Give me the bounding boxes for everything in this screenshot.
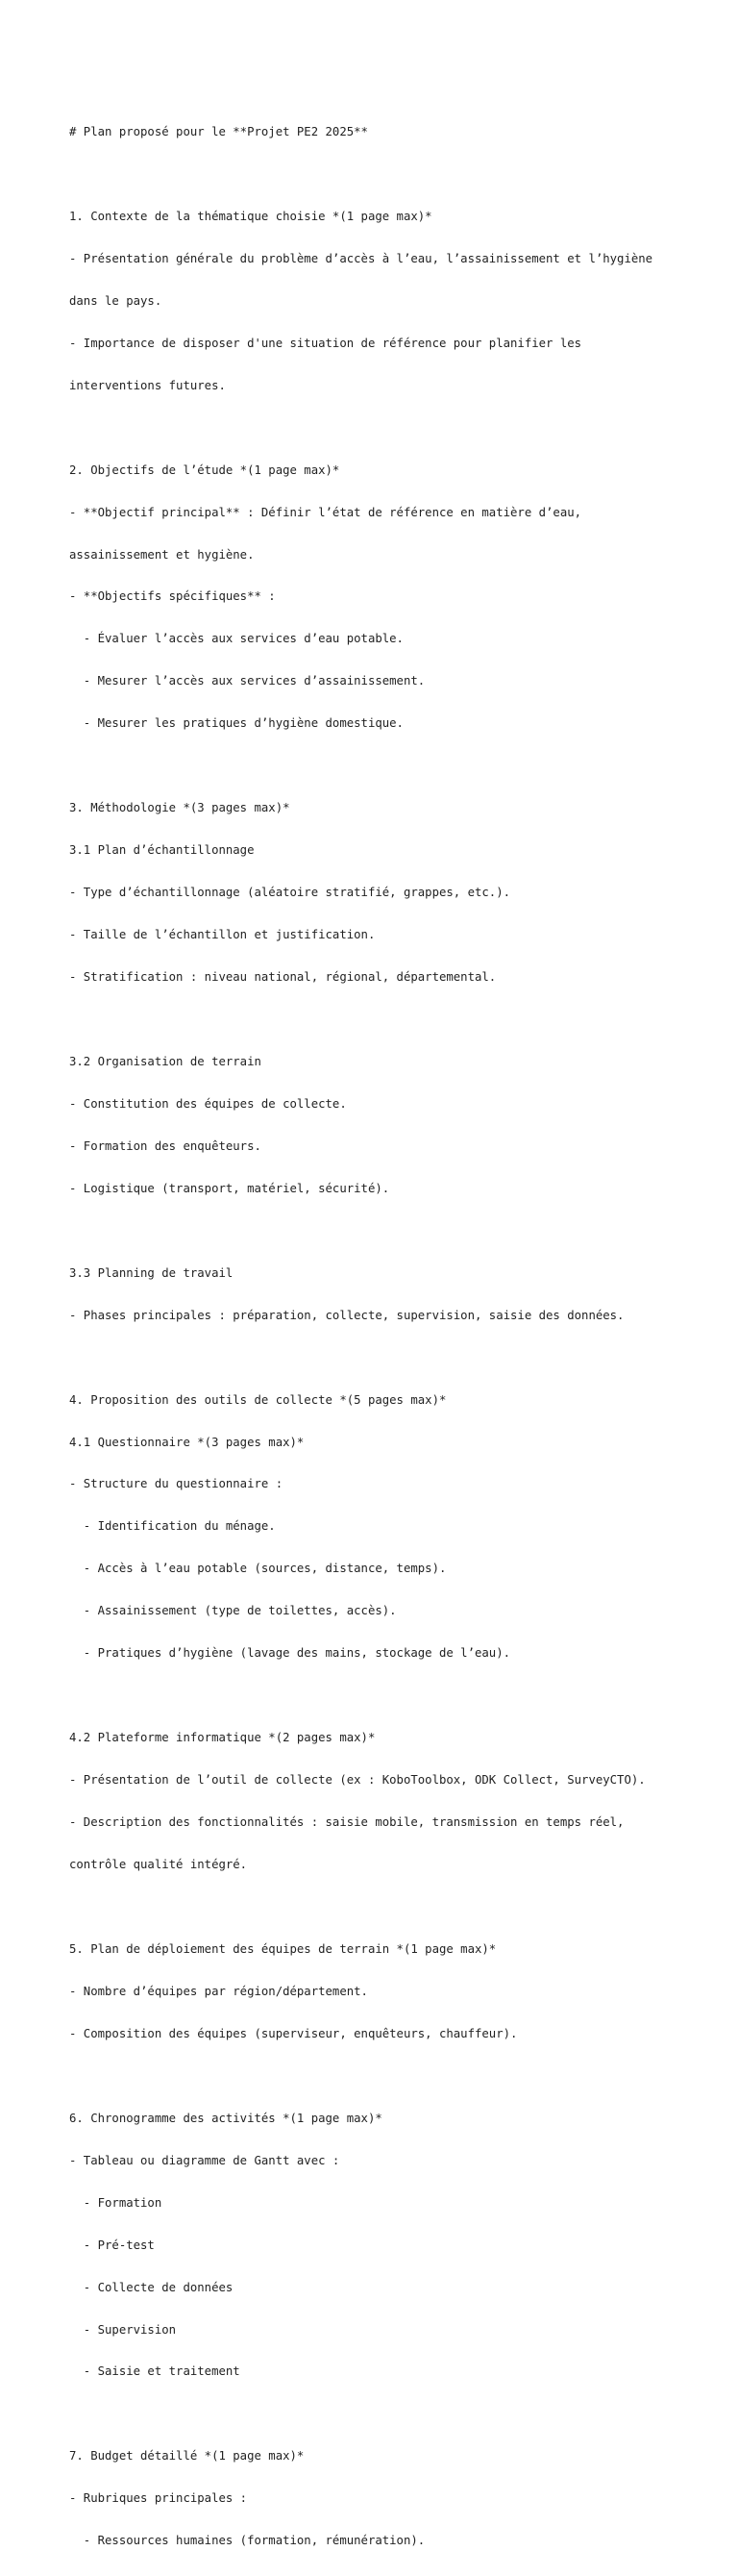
document-line: - Identification du ménage. <box>69 1519 276 1534</box>
document-line: 4. Proposition des outils de collecte *(5 pages max)* <box>69 1392 447 1407</box>
document-line: - Pré-test <box>69 2238 155 2252</box>
document-line: - Évaluer l’accès aux services d’eau potable. <box>69 632 404 646</box>
document-line: interventions futures. <box>69 378 226 392</box>
document-line <box>69 2069 694 2084</box>
document-line <box>69 1351 694 1365</box>
document-line: 4.2 Plateforme informatique *(2 pages max)* <box>69 1731 376 1745</box>
document-line: - Taille de l’échantillon et justification. <box>69 928 376 942</box>
document-line: - Stratification : niveau national, régional, départemental. <box>69 970 497 985</box>
document-line: - Supervision <box>69 2322 177 2337</box>
document-line <box>69 421 694 436</box>
document-line: 1. Contexte de la thématique choisie *(1 page max)* <box>69 209 432 223</box>
document-line: - Importance de disposer d'une situation de référence pour planifier les <box>69 336 582 350</box>
document-line: 3.1 Plan d’échantillonnage <box>69 843 255 858</box>
document-line: 7. Budget détaillé *(1 page max)* <box>69 2449 305 2463</box>
document-line <box>69 759 694 773</box>
document-line: - Composition des équipes (superviseur, enquêteurs, chauffeur). <box>69 2026 518 2040</box>
document-line: 3. Méthodologie *(3 pages max)* <box>69 801 290 815</box>
document-line <box>69 167 694 182</box>
document-line: assainissement et hygiène. <box>69 547 255 562</box>
document-line: 3.2 Organisation de terrain <box>69 1054 261 1068</box>
document-line: - Accès à l’eau potable (sources, distance, temps). <box>69 1562 447 1576</box>
document-line: - Formation des enquêteurs. <box>69 1138 261 1153</box>
document-line: # Plan proposé pour le **Projet PE2 2025** <box>69 124 368 138</box>
document-line: - Pratiques d’hygiène (lavage des mains, stockage de l’eau). <box>69 1646 511 1661</box>
document-line: - Structure du questionnaire : <box>69 1477 283 1491</box>
document-line: 3.3 Planning de travail <box>69 1265 234 1280</box>
document-line: - Constitution des équipes de collecte. <box>69 1096 347 1111</box>
document-text <box>69 83 694 2576</box>
document-line: - Description des fonctionnalités : saisie mobile, transmission en temps réel, <box>69 1815 625 1830</box>
document-line: 6. Chronogramme des activités *(1 page max)* <box>69 2111 382 2125</box>
document-line: - **Objectifs spécifiques** : <box>69 589 276 604</box>
document-line <box>69 1224 694 1238</box>
document-line <box>69 2407 694 2421</box>
document-line: - Présentation de l’outil de collecte (ex : KoboToolbox, ODK Collect, SurveyCTO). <box>69 1773 646 1788</box>
document-line: - Ressources humaines (formation, rémunération). <box>69 2534 426 2548</box>
document-line: - Présentation générale du problème d’accès à l’eau, l’assainissement et l’hygiène <box>69 251 653 265</box>
document-line: - Tableau ou diagramme de Gantt avec : <box>69 2153 340 2167</box>
document-line: 2. Objectifs de l’étude *(1 page max)* <box>69 463 340 477</box>
document-line <box>69 1900 694 1914</box>
document-line: - Type d’échantillonnage (aléatoire stratifié, grappes, etc.). <box>69 886 511 900</box>
document-line: - Formation <box>69 2195 162 2210</box>
document-line: - Saisie et traitement <box>69 2364 240 2379</box>
document-line: 4.1 Questionnaire *(3 pages max)* <box>69 1435 305 1449</box>
document-line: - Mesurer l’accès aux services d’assainissement. <box>69 674 426 688</box>
document-line <box>69 1688 694 1703</box>
document-line: - Nombre d’équipes par région/département. <box>69 1984 368 1998</box>
document-line <box>69 1013 694 1027</box>
document-line: - Assainissement (type de toilettes, accès). <box>69 1604 397 1618</box>
document-line: - **Objectif principal** : Définir l’état de référence en matière d’eau, <box>69 505 582 519</box>
document-line: - Logistique (transport, matériel, sécurité). <box>69 1181 390 1195</box>
document-line: contrôle qualité intégré. <box>69 1858 248 1872</box>
document-line: - Mesurer les pratiques d’hygiène domestique. <box>69 716 404 731</box>
document-line: - Collecte de données <box>69 2280 234 2294</box>
document-line: - Phases principales : préparation, collecte, supervision, saisie des données. <box>69 1308 625 1322</box>
document-line: 5. Plan de déploiement des équipes de terrain *(1 page max)* <box>69 1941 497 1956</box>
document-line: dans le pays. <box>69 293 162 308</box>
document-line: - Rubriques principales : <box>69 2491 248 2506</box>
